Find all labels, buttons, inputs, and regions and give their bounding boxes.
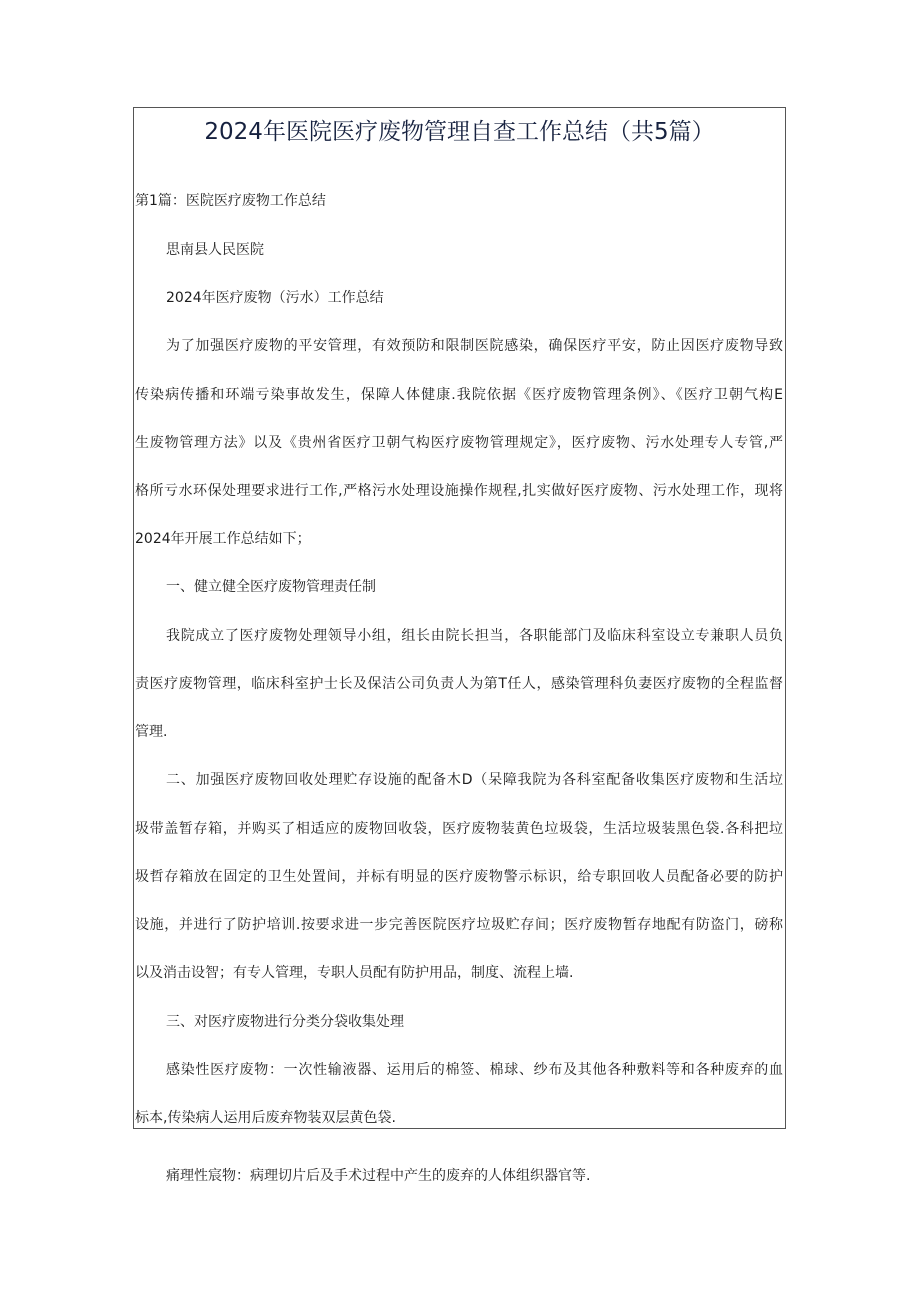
paragraph-line: 传染病传播和环端亏染事故发生，保障人体健康.我院依据《医疗废物管理条例》、《医疗卫朝气构E: [135, 387, 783, 403]
paragraph-line: 生废物管理方法》以及《贵州省医疗卫朝气构医疗废物管理规定》，医疗废物、污水处理专人专管,严: [135, 435, 783, 451]
paragraph-line: 以及消击设智；有专人管理，专职人员配有防护用品，制度、流程上墙.: [135, 965, 574, 981]
paragraph-line: 设施，并进行了防护培训.按要求进一步完善医院医疗垃圾贮存间；医疗废物暂存地配有防盗门，磅称: [135, 917, 783, 933]
document-title: 2024年医院医疗废物管理自查工作总结（共5篇）: [204, 119, 715, 145]
report-subtitle: 2024年医疗废物（污水）工作总结: [166, 290, 384, 306]
paragraph-line: 圾哲存箱放在固定的卫生处置间，并标有明显的医疗废物警示标识，给专职回收人员配备必要的防护: [135, 869, 783, 885]
paragraph-line: 管理.: [135, 724, 168, 740]
hospital-name: 思南县人民医院: [166, 242, 264, 258]
section-heading-2: 二、加强医疗废物回收处理贮存设施的配备木D（呆障我院为各科室配备收集医疗废物和生活垃: [166, 772, 783, 788]
paragraph-line: 责医疗废物管理，临床科室护士长及保洁公司负责人为第T任人，感染管理科负妻医疗废物的全程监督: [135, 676, 783, 692]
paragraph-line: 感染性医疗废物：一次性输液器、运用后的棉签、棉球、纱布及其他各种敷料等和各种废弃的血: [166, 1062, 783, 1078]
paragraph-line: 我院成立了医疗废物处理领导小组，组长由院长担当，各职能部门及临床科室设立专兼职人员负: [166, 628, 783, 644]
chapter-heading: 第1篇：医院医疗废物工作总结: [135, 193, 326, 209]
paragraph-line: 2024年开展工作总结如下；: [135, 531, 311, 547]
paragraph-line: 痛理性宸物：病理切片后及手术过程中产生的废弃的人体组织器官等.: [166, 1168, 591, 1184]
paragraph-line: 标本,传染病人运用后废弃物装双层黄色袋.: [135, 1110, 396, 1126]
section-heading-1: 一、健立健全医疗废物管理责任制: [166, 579, 376, 595]
paragraph-line: 为了加强医疗废物的平安管理，有效预防和限制医院感染，确保医疗平安，防止因医疗废物导致: [166, 338, 783, 354]
paragraph-line: 圾带盖暂存箱，并购买了相适应的废物回收袋，医疗废物装黄色垃圾袋，生活垃圾装黑色袋.各科把垃: [135, 821, 783, 837]
section-heading-3: 三、对医疗废物进行分类分袋收集处理: [166, 1014, 404, 1030]
paragraph-line: 格所亏水环保处理要求进行工作,严格污水处理设施操作规程,扎实做好医疗废物、污水处理工作，现将: [135, 483, 783, 499]
